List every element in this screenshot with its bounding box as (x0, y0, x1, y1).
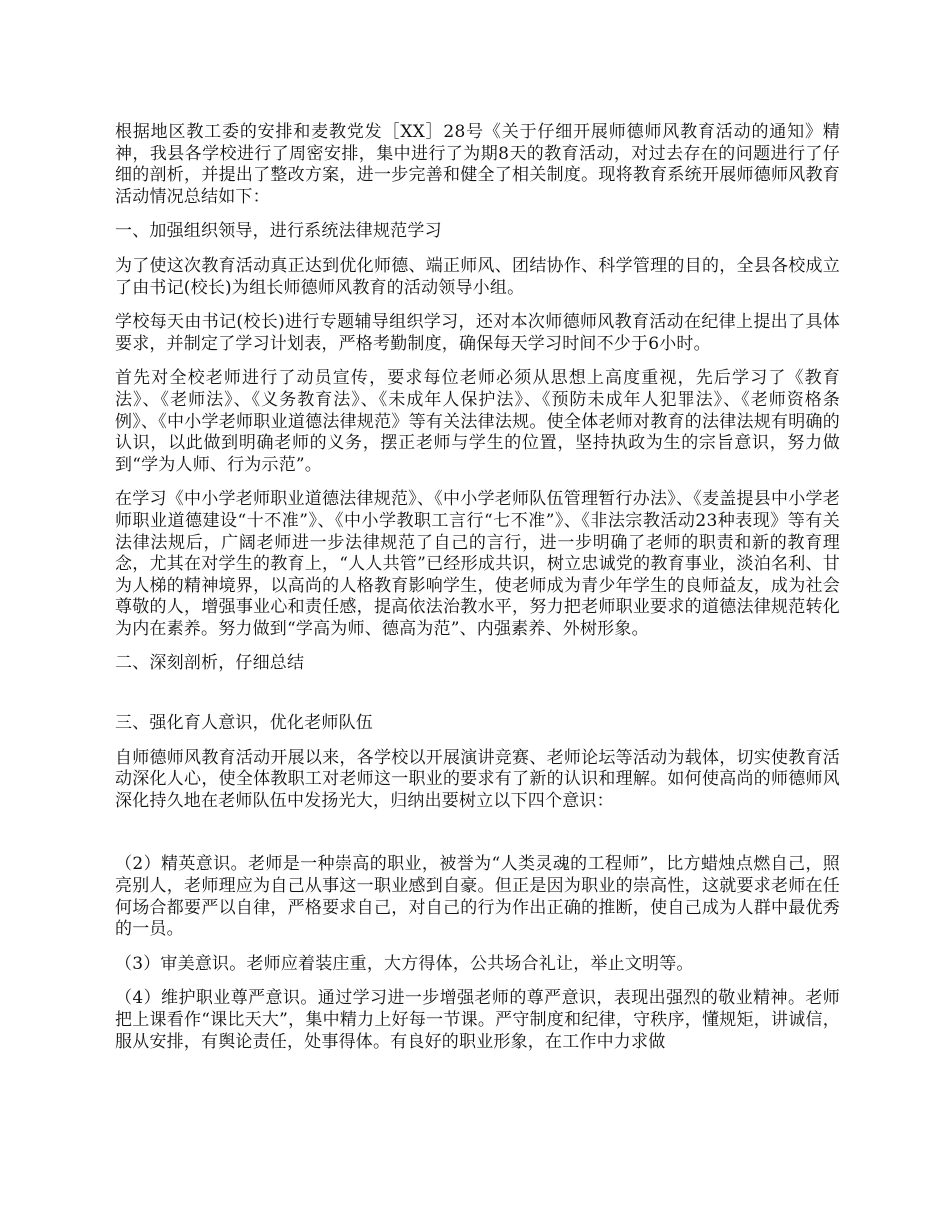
paragraph: 自师德师风教育活动开展以来，各学校以开展演讲竞赛、老师论坛等活动为载体，切实使教育活动深化人心，使全体教职工对老师这一职业的要求有了新的认识和理解。如何使高尚的师德师风深化持久地在老师队伍中发扬光大，归纳出要树立以下四个意识： (115, 747, 840, 811)
paragraph: 在学习《中小学老师职业道德法律规范》、《中小学老师队伍管理暂行办法》、《麦盖提县中小学老师职业道德建设“十不准”》、《中小学教职工言行“七不准”》、《非法宗教活动23种表现》等有关法律法规后，广阔老师进一步法律规范了自己的言行，进一步明确了老师的职责和新的教育理念，尤其在对学生的教育上，“人人共管”已经形成共识，树立忠诚党的教育事业，淡泊名利、甘为人梯的精神境界，以高尚的人格教育影响学生，使老师成为青少年学生的良师益友，成为社会尊敬的人，增强事业心和责任感，提高依法治教水平，努力把老师职业要求的道德法律规范转化为内在素养。努力做到“学高为师、德高为范”、内强素养、外树形象。 (115, 489, 840, 639)
list-item: （2）精英意识。老师是一种崇高的职业，被誉为“人类灵魂的工程师”，比方蜡烛点燃自己，照亮别人，老师理应为自己从事这一职业感到自豪。但正是因为职业的崇高性，这就要求老师在任何场合都要严以自律，严格要求自己，对自己的行为作出正确的推断，使自己成为人群中最优秀的一员。 (115, 854, 840, 940)
document-page (115, 122, 840, 1053)
section-heading-3: 三、强化育人意识，优化老师队伍 (115, 713, 373, 734)
list-item: （4）维护职业尊严意识。通过学习进一步增强老师的尊严意识，表现出强烈的敬业精神。老师把上课看作“课比天大”，集中精力上好每一节课。严守制度和纪律，守秩序，懂规矩，讲诚信，服从安排，有舆论责任，处事得体。有良好的职业形象，在工作中力求做 (115, 988, 840, 1052)
blank-gap (115, 812, 840, 854)
intro-paragraph: 根据地区教工委的安排和麦教党发［XX］28号《关于仔细开展师德师风教育活动的通知》精神，我县各学校进行了周密安排，集中进行了为期8天的教育活动，对过去存在的问题进行了仔细的剖析，并提出了整改方案，进一步完善和健全了相关制度。现将教育系统开展师德师风教育活动情况总结如下： (115, 122, 840, 207)
section-heading-2: 二、深刻剖析，仔细总结 (115, 653, 305, 674)
paragraph: 为了使这次教育活动真正达到优化师德、端正师风、团结协作、科学管理的目的，全县各校成立了由书记(校长)为组长师德师风教育的活动领导小组。 (115, 255, 840, 298)
paragraph: 学校每天由书记(校长)进行专题辅导组织学习，还对本次师德师风教育活动在纪律上提出了具体要求，并制定了学习计划表，严格考勤制度，确保每天学习时间不少于6小时。 (115, 312, 840, 354)
blank-gap (115, 675, 840, 713)
section-heading-1: 一、加强组织领导，进行系统法律规范学习 (115, 221, 442, 242)
list-item: （3）审美意识。老师应着装庄重，大方得体，公共场合礼让，举止文明等。 (115, 953, 694, 974)
paragraph: 首先对全校老师进行了动员宣传，要求每位老师必须从思想上高度重视，先后学习了《教育法》、《老师法》、《义务教育法》、《未成年人保护法》、《预防未成年人犯罪法》、《老师资格条例》、《中小学老师职业道德法律规范》等有关法律法规。使全体老师对教育的法律法规有明确的认识，以此做到明确老师的义务，摆正老师与学生的位置，坚持执政为生的宗旨意识，努力做到“学为人师、行为示范”。 (115, 368, 840, 475)
